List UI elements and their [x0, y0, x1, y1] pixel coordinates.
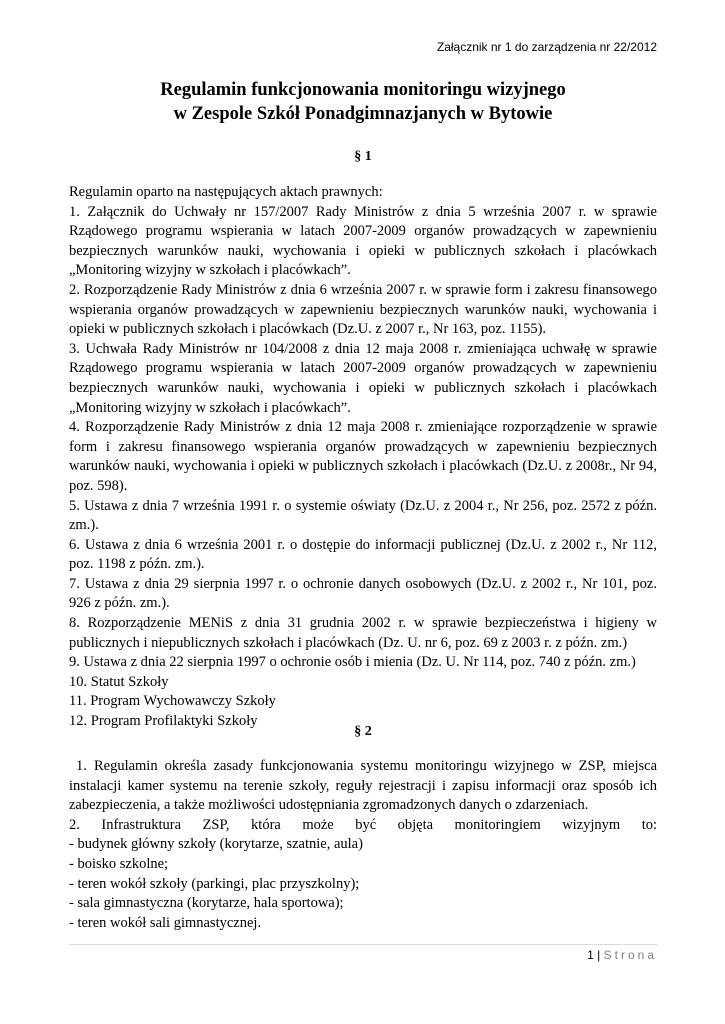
- page-footer: [587, 948, 657, 962]
- infrastructure-item: - budynek główny szkoły (korytarze, szatnie, aula): [69, 836, 363, 853]
- section-1-body: [69, 183, 657, 732]
- legal-act-item: 10. Statut Szkoły: [69, 673, 169, 690]
- infrastructure-item: - boisko szkolne;: [69, 855, 169, 872]
- legal-act-item: 3. Uchwała Rady Ministrów nr 104/2008 z dnia 12 maja 2008 r. zmieniająca uchwałę w sprawie Rządowego programu wspierania w latach 2007-2009 organów prowadzących w zapewnieniu bezpiecznych warunków nauki, wychowania i opieki w publicznych szkołach i placówkach „Monitoring wizyjny w szkołach i placówkach”.: [69, 340, 657, 416]
- title-line-2: w Zespole Szkół Ponadgimnazjanych w Bytowie: [173, 104, 553, 124]
- attachment-note: Załącznik nr 1 do zarządzenia nr 22/2012: [436, 40, 657, 54]
- legal-act-item: 9. Ustawa z dnia 22 sierpnia 1997 o ochronie osób i mienia (Dz. U. Nr 114, poz. 740 z późn. zm.): [69, 654, 636, 671]
- legal-act-item: 8. Rozporządzenie MENiS z dnia 31 grudnia 2002 r. w sprawie bezpieczeństwa i higieny w publicznych i niepublicznych szkołach i placówkach (Dz. U. nr 6, poz. 69 z 2003 r. z późn. zm.): [69, 615, 657, 651]
- infrastructure-item: - sala gimnastyczna (korytarze, hala sportowa);: [69, 895, 344, 912]
- infrastructure-item: - teren wokół szkoły (parkingi, plac przyszkolny);: [69, 875, 360, 892]
- section-2-paragraph-2: 2. Infrastruktura ZSP, która może być objęta monitoringiem wizyjnym to:: [69, 816, 657, 833]
- legal-act-item: 7. Ustawa z dnia 29 sierpnia 1997 r. o ochronie danych osobowych (Dz.U. z 2002 r., Nr 101, poz. 926 z późn. zm.).: [69, 575, 657, 612]
- legal-act-item: 5. Ustawa z dnia 7 września 1991 r. o systemie oświaty (Dz.U. z 2004 r., Nr 256, poz. 2572 z późn. zm.).: [69, 497, 657, 534]
- footer-divider: [69, 944, 657, 945]
- page-number: 1: [587, 948, 594, 962]
- footer-separator: |: [597, 948, 601, 962]
- legal-act-item: 2. Rozporządzenie Rady Ministrów z dnia 6 września 2007 r. w sprawie form i zakresu finansowego wspierania organów prowadzących w zapewnieniu bezpiecznych warunków nauki, wychowania i opieki w publicznych szkołach i placówkach (Dz.U. z 2007 r., Nr 163, poz. 1155).: [69, 281, 657, 338]
- page-label: Strona: [603, 948, 657, 962]
- legal-act-item: 4. Rozporządzenie Rady Ministrów z dnia 12 maja 2008 r. zmieniające rozporządzenie w sprawie form i zakresu finansowego wspierania organów prowadzących w zapewnieniu bezpiecznych warunków nauki, wychowania i opieki w publicznych szkołach i placówkach (Dz.U. z 2008r., Nr 94, poz. 598).: [69, 419, 657, 494]
- legal-act-item: 11. Program Wychowawczy Szkoły: [69, 693, 276, 710]
- section-2-body: [69, 757, 661, 933]
- section-2-heading: § 2: [354, 724, 372, 739]
- section-1-intro: Regulamin oparto na następujących aktach prawnych:: [69, 184, 383, 200]
- section-1-heading: § 1: [354, 149, 372, 164]
- section-2-paragraph-1: 1. Regulamin określa zasady funkcjonowania systemu monitoringu wizyjnego w ZSP, miejsca instalacji kamer systemu na terenie szkoły, reguły rejestracji i zapisu informacji oraz sposób ich zabezpieczenia, a także możliwości udostępniania zgromadzonych danych o zdarzeniach.: [69, 758, 661, 814]
- title-line-1: Regulamin funkcjonowania monitoringu wizyjnego: [160, 80, 566, 100]
- infrastructure-item: - teren wokół sali gimnastycznej.: [69, 914, 262, 931]
- document-title: [69, 78, 657, 126]
- legal-act-item: 6. Ustawa z dnia 6 września 2001 r. o dostępie do informacji publicznej (Dz.U. z 2002 r., Nr 112, poz. 1198 z późn. zm.).: [69, 536, 657, 573]
- legal-act-item: 12. Program Profilaktyki Szkoły: [69, 713, 258, 730]
- legal-act-item: 1. Załącznik do Uchwały nr 157/2007 Rady Ministrów z dnia 5 września 2007 r. w sprawie Rządowego programu wspierania w latach 2007-2009 organów prowadzących w zapewnieniu bezpiecznych warunków nauki, wychowania i opieki w publicznych szkołach i placówkach „Monitoring wizyjny w szkołach i placówkach”.: [69, 203, 657, 279]
